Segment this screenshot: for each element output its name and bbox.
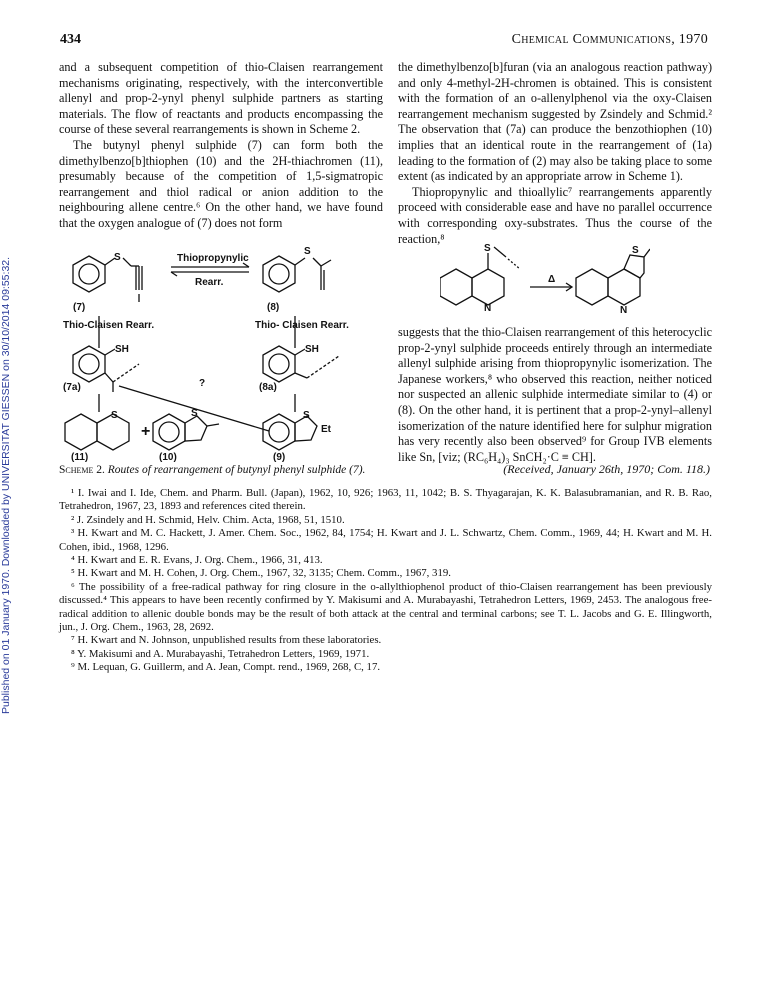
compound-label-8: (8) bbox=[267, 302, 280, 313]
compound-label-8a: (8a) bbox=[259, 382, 277, 393]
atom-sh-7a: SH bbox=[115, 344, 129, 355]
scheme-2-diagram bbox=[59, 236, 379, 462]
plus-sign: + bbox=[141, 423, 151, 440]
benzene-ring-8a bbox=[263, 346, 339, 382]
atom-s-product: S bbox=[632, 245, 639, 256]
atom-s-9: S bbox=[303, 410, 310, 421]
left-column bbox=[59, 60, 383, 232]
label-thiopropynylic: Thiopropynylic bbox=[177, 253, 249, 264]
footnotes bbox=[59, 487, 712, 675]
download-watermark[interactable]: Published on 01 January 1970. Downloaded by UNIVERSITAT GIESSEN on 30/10/2014 09:55:32. bbox=[0, 256, 12, 714]
benzothiophen-10 bbox=[153, 414, 219, 450]
right-column-bottom bbox=[398, 325, 712, 465]
footnote: ⁷ H. Kwart and N. Johnson, unpublished results from these laboratories. bbox=[71, 634, 382, 647]
compound-label-11: (11) bbox=[71, 452, 89, 462]
caption-label: Scheme 2. bbox=[59, 464, 105, 476]
footnote: ³ H. Kwart and M. C. Hackett, J. Amer. Chem. Soc., 1962, 84, 1754; H. Kwart and J. L. Schwartz, Chem. Comm., 1969, 44; H. Kwart and M. H. Cohen, ibid., 1968, 1296. bbox=[59, 527, 712, 553]
label-rearr: Rearr. bbox=[195, 277, 224, 288]
paragraph: The butynyl phenyl sulphide (7) can form both the dimethylbenzo[b]thiophen (10) and the 2H-thiachromen (11), presumably because of the competition of 1,5-sigmatropic rearrangement and thiol radical or anion addition to the neighbouring allene centre.⁶ On the other hand, we have found that the oxygen analogue of (7) does not form bbox=[59, 137, 383, 230]
footnote: ⁴ H. Kwart and E. R. Evans, J. Org. Chem., 1966, 31, 413. bbox=[71, 554, 323, 567]
received-text: (Received, January 26th, 1970; Com. 118.) bbox=[503, 462, 710, 476]
quinoline-reactant bbox=[440, 247, 520, 305]
page-number: 434 bbox=[60, 32, 81, 47]
atom-n-product: N bbox=[620, 305, 628, 316]
paragraph: suggests that the thio-Claisen rearrangement of this heterocyclic prop-2-ynyl sulphide proceeds entirely through an intermediate allenyl sulphide arising from thiopropynylic isomerization. The Japanese workers,⁸ who observed this reaction, neither noticed nor suspected an allenic sulphide intermediate similar to (4) or (8). On the other hand, it is pertinent that a prop-2-ynyl–allenyl isomerization of the nature identified here for sulphur migration has very recently also been observed⁹ for Group IVB elements like Sn, [viz; (RC₆H₄)₃ SnCH₂·C ≡ CH]. bbox=[398, 325, 712, 464]
atom-s-11: S bbox=[111, 410, 118, 421]
question-mark: ? bbox=[199, 378, 206, 389]
footnote: ⁸ Y. Makisumi and A. Murabayashi, Tetrahedron Letters, 1969, 1971. bbox=[71, 647, 370, 660]
atom-s-8: S bbox=[304, 246, 311, 257]
paragraph: the dimethylbenzo[b]furan (via an analogous reaction pathway) and only 4-methyl-2H-chromen is obtained. This is consistent with the formation of an o-allenylphenol via the oxy-Claisen rearrangement mechanism suggested by Zsindely and Schmid.² The observation that (7a) can produce the benzothiophen (10) implies that an identical route in the rearrangement of (1a) leading to the formation of (2) may also be taking place to some extent (as indicated by an appropriate arrow in Scheme 1). bbox=[398, 60, 712, 184]
compound-label-7: (7) bbox=[73, 302, 86, 313]
atom-s-10: S bbox=[191, 408, 198, 419]
paragraph: and a subsequent competition of thio-Claisen rearrangement mechanisms originating, respectively, with the interconvertible allenyl and prop-2-ynyl phenyl sulphide partners as starting materials. The flow of reactants and products encompassing the course of these several rearrangements is shown in Scheme 2. bbox=[59, 60, 383, 137]
delta-symbol: Δ bbox=[548, 274, 556, 285]
scheme-caption bbox=[59, 464, 389, 476]
journal-title: Chemical Communications, 1970 bbox=[511, 32, 708, 47]
thiachromen-11 bbox=[65, 414, 129, 450]
footnote: ⁶ The possibility of a free-radical pathway for ring closure in the o-allylthiophenol product of thio-Claisen rearrangement has been previously discussed.⁴ This appears to have been recently confirmed by Y. Makisumi and A. Murabayashi, Tetrahedron Letters, 1969, 2453. The analogous free-radical addition to allenic double bonds may be the result of both attack at the central and terminal carbons; see T. L. Jacobs and G. E. Illingworth, jun., J. Org. Chem., 1963, 28, 2692. bbox=[59, 580, 712, 634]
label-left-claisen: Thio-Claisen Rearr. bbox=[63, 320, 155, 331]
right-column-top bbox=[398, 60, 712, 247]
page-header bbox=[60, 32, 708, 52]
footnote: ⁹ M. Lequan, G. Guillerm, and A. Jean, Compt. rend., 1969, 268, C, 17. bbox=[71, 661, 381, 674]
atom-n-reactant: N bbox=[484, 303, 492, 314]
benzene-ring-8 bbox=[263, 256, 331, 292]
reaction-diagram bbox=[440, 237, 650, 319]
paragraph: Thiopropynylic and thioallylic⁷ rearrangements apparently proceed with considerable ease and have no parallel occurrence with corresponding oxy-substrates. Thus the course of the reaction,⁸ bbox=[398, 184, 712, 246]
footnote: ² J. Zsindely and H. Schmid, Helv. Chim. Acta, 1968, 51, 1510. bbox=[71, 513, 345, 526]
caption-text: Routes of rearrangement of butynyl phenyl sulphide (7). bbox=[107, 464, 366, 476]
label-right-claisen: Thio- Claisen Rearr. bbox=[255, 320, 349, 331]
footnote: ⁵ H. Kwart and M. H. Cohen, J. Org. Chem., 1967, 32, 3135; Chem. Comm., 1967, 319. bbox=[71, 567, 451, 580]
compound-label-10: (10) bbox=[159, 452, 177, 462]
atom-et-9: Et bbox=[321, 424, 331, 435]
atom-sh-8a: SH bbox=[305, 344, 319, 355]
received-note bbox=[503, 462, 710, 477]
compound-label-7a: (7a) bbox=[63, 382, 81, 393]
atom-s-reactant: S bbox=[484, 243, 491, 254]
benzene-ring-7a bbox=[73, 346, 139, 392]
atom-s-7: S bbox=[114, 252, 121, 263]
benzene-ring-7 bbox=[73, 256, 142, 292]
thienoquinoline-product bbox=[576, 249, 650, 305]
footnote: ¹ I. Iwai and I. Ide, Chem. and Pharm. Bull. (Japan), 1962, 10, 926; 1963, 11, 1042; B. S. Thyagarajan, K. K. Balasubramanian, and R. B. Rao, Tetrahedron, 1967, 23, 1893 and references cited therein. bbox=[59, 487, 712, 513]
compound-label-9: (9) bbox=[273, 452, 286, 462]
